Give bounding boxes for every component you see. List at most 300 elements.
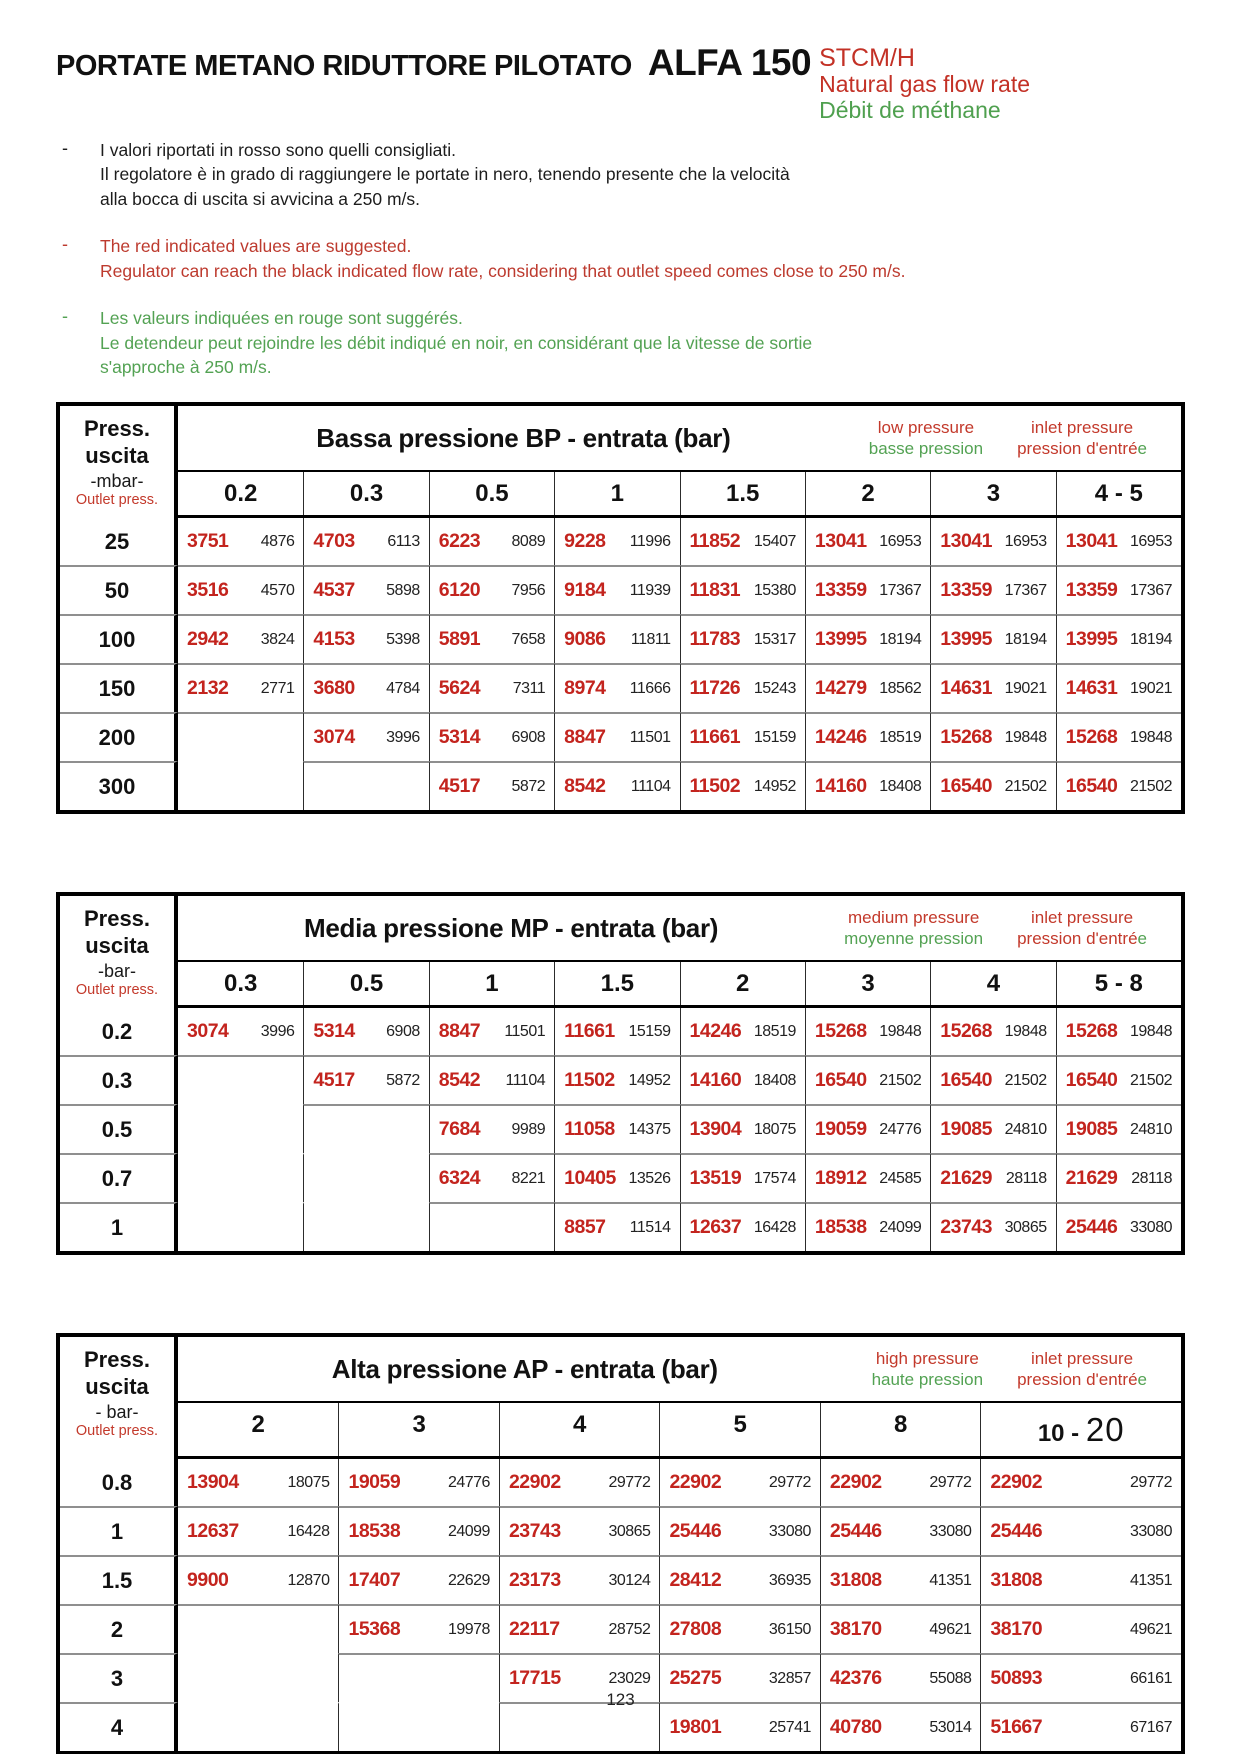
suggested-flow-value: 6223 [438,530,481,553]
max-flow-value: 30865 [608,1522,651,1540]
flow-rate-cell [980,1506,1181,1555]
suggested-flow-value: 9086 [564,628,606,651]
max-flow-value: 33080 [929,1522,972,1540]
max-flow-value: 3996 [260,1022,295,1040]
table-row [60,518,1181,565]
flow-rate-cell [178,663,303,712]
table-title-row [178,406,1181,472]
flow-rate-cell [680,1153,805,1202]
table-row [60,712,1181,761]
inlet-label-fr-suffix: e [1137,439,1147,459]
max-flow-value: 11104 [505,1071,546,1089]
max-flow-value: 49621 [1129,1620,1172,1638]
row-label: 1.5 [60,1555,178,1604]
max-flow-value: 18194 [879,630,922,648]
note-line: Le detendeur peut rejoindre les débit indiqué en noir, en considérant que la vitesse de sortie [100,332,813,353]
max-flow-value: 5898 [386,581,420,599]
row-label: 0.8 [60,1459,178,1506]
note-lines [100,306,812,381]
side-label: Press. [83,1347,151,1373]
suggested-flow-value: 3074 [313,726,355,749]
pressure-type-label [872,1348,984,1391]
max-flow-value: 19021 [1004,679,1047,697]
column-header: 3 [338,1403,498,1456]
suggested-flow-value: 25446 [990,1520,1043,1543]
flow-rate-cell [178,1008,303,1055]
suggested-flow-value: 14631 [1065,677,1118,700]
flow-rate-cell [820,1459,980,1506]
max-flow-value: 18562 [879,679,922,697]
empty-cell [178,1153,303,1202]
suggested-flow-value: 4537 [313,579,355,602]
flow-rate-cell [178,518,303,565]
pressure-label-fr: basse pression [868,439,984,459]
max-flow-value: 7311 [512,679,546,697]
suggested-flow-value: 3074 [187,1020,229,1043]
table-row [60,1604,1181,1653]
empty-cell [178,712,303,761]
flow-rate-cell [429,565,554,614]
flow-rate-cell [680,1104,805,1153]
suggested-flow-value: 14279 [814,677,867,700]
max-flow-value: 8089 [511,532,546,550]
empty-cell [303,761,428,810]
column-header: 4 [930,962,1055,1005]
suggested-flow-value: 19085 [940,1118,992,1141]
suggested-flow-value: 8857 [564,1216,606,1239]
max-flow-value: 4570 [260,581,295,599]
flow-rate-cell [805,761,930,810]
flow-rate-cell [805,663,930,712]
row-cells [178,1555,1181,1604]
flow-rate-cell [680,761,805,810]
max-flow-value: 66161 [1129,1669,1172,1687]
flow-rate-cell [805,1055,930,1104]
suggested-flow-value: 5314 [438,726,481,749]
row-label: 150 [60,663,178,712]
max-flow-value: 24810 [1004,1120,1047,1138]
max-flow-value: 29772 [929,1473,972,1491]
suggested-flow-value: 4153 [313,628,355,651]
flow-rate-cell [659,1555,819,1604]
max-flow-value: 16953 [1130,532,1172,550]
row-cells [178,1153,1181,1202]
suggested-flow-value: 22117 [508,1618,560,1641]
suggested-flow-value: 51667 [990,1716,1043,1739]
suggested-flow-value: 13519 [689,1167,742,1190]
max-flow-value: 9989 [511,1120,546,1138]
row-cells [178,565,1181,614]
empty-cell [303,1202,428,1251]
max-flow-value: 6908 [511,728,546,746]
empty-cell [429,1202,554,1251]
suggested-flow-value: 14160 [814,775,867,798]
suggested-flow-value: 18538 [814,1216,867,1239]
suggested-flow-value: 16540 [814,1069,867,1092]
flow-rate-cell [680,712,805,761]
flow-rate-cell [820,1604,980,1653]
side-label: Press. [83,416,151,442]
table-row [60,614,1181,663]
flow-rate-cell [805,614,930,663]
flow-rate-cell [499,1555,659,1604]
suggested-flow-value: 19085 [1065,1118,1118,1141]
suggested-flow-value: 3751 [187,530,229,553]
pressure-type-label [844,907,983,950]
row-cells [178,761,1181,810]
suggested-flow-value: 13359 [1065,579,1118,602]
row-cells [178,663,1181,712]
max-flow-value: 24099 [447,1522,490,1540]
table-row [60,1153,1181,1202]
max-flow-value: 33080 [1129,1522,1172,1540]
table-title-row [178,1337,1181,1403]
row-cells [178,1055,1181,1104]
max-flow-value: 24776 [447,1473,490,1491]
row-label: 0.7 [60,1153,178,1202]
table-header [60,896,1181,1008]
flow-rate-cell [680,565,805,614]
max-flow-value: 36935 [768,1571,811,1589]
max-flow-value: 55088 [929,1669,972,1687]
suggested-flow-value: 15368 [348,1618,401,1641]
column-header: 0.2 [224,480,258,508]
flow-rate-cell [338,1604,498,1653]
column-header: 0.3 [224,970,258,998]
flow-rate-cell [429,614,554,663]
side-label: uscita [85,932,149,958]
column-header: 5 - 8 [1056,962,1181,1005]
notes-list [56,138,1185,381]
flow-rate-cell [930,565,1055,614]
side-unit: -mbar- [90,471,144,492]
suggested-flow-value: 18912 [814,1167,867,1190]
suggested-flow-value: 14246 [689,1020,742,1043]
outlet-pressure-side-header [60,896,178,1008]
suggested-flow-value: 25275 [669,1667,722,1690]
suggested-flow-value: 28412 [669,1569,722,1592]
flow-rate-cell [930,1202,1055,1251]
max-flow-value: 15407 [753,532,796,550]
suggested-flow-value: 16540 [940,1069,992,1092]
suggested-flow-value: 13359 [814,579,867,602]
pressure-type-label [869,417,983,460]
flow-rate-cell [303,712,428,761]
suggested-flow-value: 22902 [508,1471,561,1494]
max-flow-value: 17367 [879,581,922,599]
inlet-label-fr: pression d'entré [1017,439,1138,459]
suggested-flow-value: 50893 [990,1667,1043,1690]
row-cells [178,1506,1181,1555]
note-line: Les valeurs indiquées en rouge sont suggérés. [100,307,463,328]
max-flow-value: 4876 [260,532,295,550]
flow-rate-cell [338,1506,498,1555]
empty-cell [178,1104,303,1153]
max-flow-value: 5872 [511,777,546,795]
suggested-flow-value: 5891 [438,628,481,651]
max-flow-value: 16953 [1004,532,1047,550]
inlet-pressure-label [1017,1348,1147,1391]
side-unit: - bar- [95,1402,139,1423]
page-header [56,42,1185,124]
column-header: 4 - 5 [1056,472,1181,515]
flow-rate-cell [805,712,930,761]
suggested-flow-value: 23743 [508,1520,561,1543]
table-row [60,1055,1181,1104]
flow-rate-unit-block [819,42,1030,124]
suggested-flow-value: 23743 [940,1216,992,1239]
max-flow-value: 16953 [879,532,922,550]
flow-rate-cell [1056,1008,1181,1055]
column-header: 2 [680,962,805,1005]
flow-rate-cell [499,1459,659,1506]
max-flow-value: 11811 [630,630,671,648]
flow-rate-cell [178,565,303,614]
flow-rate-cell [930,663,1055,712]
flow-rate-cell [930,614,1055,663]
suggested-flow-value: 21629 [1065,1167,1118,1190]
max-flow-value: 33080 [768,1522,811,1540]
max-flow-value: 3996 [386,728,420,746]
suggested-flow-value: 11502 [564,1069,615,1092]
suggested-flow-value: 13904 [187,1471,239,1494]
suggested-flow-value: 22902 [829,1471,882,1494]
suggested-flow-value: 38170 [990,1618,1043,1641]
flow-rate-cell [980,1555,1181,1604]
unit-label: STCM/H [819,44,915,72]
table-bassa-pressione-bp [56,402,1185,814]
suggested-flow-value: 25446 [829,1520,882,1543]
max-flow-value: 7658 [511,630,546,648]
empty-cell [178,761,303,810]
row-cells [178,614,1181,663]
flow-rate-cell [554,1008,679,1055]
flow-rate-cell [680,1055,805,1104]
max-flow-value: 24099 [879,1218,922,1236]
suggested-flow-value: 14246 [814,726,867,749]
table-header [60,1337,1181,1459]
table-row [60,761,1181,810]
suggested-flow-value: 7684 [438,1118,481,1141]
suggested-flow-value: 11726 [689,677,741,700]
suggested-flow-value: 15268 [940,1020,992,1043]
side-label: Press. [83,906,151,932]
suggested-flow-value: 31808 [990,1569,1043,1592]
flow-rate-cell [554,1104,679,1153]
flow-rate-cell [680,1202,805,1251]
flow-rate-cell [1056,565,1181,614]
pressure-label-en: medium pressure [847,908,980,927]
flow-rate-cell [1056,614,1181,663]
max-flow-value: 18075 [287,1473,330,1491]
column-header: 0.5 [303,962,428,1005]
max-flow-value: 19848 [1130,728,1172,746]
flow-rate-cell [554,1055,679,1104]
max-flow-value: 49621 [929,1620,972,1638]
column-header: 1.5 [680,472,805,515]
flow-rate-cell [805,1104,930,1153]
suggested-flow-value: 13904 [689,1118,742,1141]
column-header: 8 [820,1403,980,1456]
max-flow-value: 17574 [753,1169,796,1187]
flow-rate-cell [303,565,428,614]
suggested-flow-value: 12637 [187,1520,239,1543]
flow-rate-cell [178,1459,338,1506]
column-header: 0.3 [303,472,428,515]
inlet-label-en: inlet pressure [1031,1349,1134,1368]
flow-rate-cell [338,1459,498,1506]
suggested-flow-value: 9184 [564,579,606,602]
flow-rate-cell [805,1153,930,1202]
max-flow-value: 15243 [753,679,796,697]
flow-rate-cell [805,1202,930,1251]
suggested-flow-value: 22902 [669,1471,722,1494]
outlet-pressure-side-header [60,1337,178,1459]
inlet-label-fr: pression d'entré [1017,1370,1138,1390]
table-row [60,565,1181,614]
suggested-flow-value: 11502 [689,775,741,798]
flow-rate-cell [930,1153,1055,1202]
max-flow-value: 16428 [287,1522,330,1540]
flow-rate-cell [930,761,1055,810]
suggested-flow-value: 17715 [508,1667,561,1690]
max-flow-value: 18194 [1004,630,1047,648]
row-label: 3 [60,1653,178,1702]
table-body [60,1008,1181,1251]
side-outlet-label: Outlet press. [75,1423,159,1440]
max-flow-value: 41351 [1129,1571,1172,1589]
row-label: 1 [60,1202,178,1251]
table-title-row [178,896,1181,962]
row-label: 50 [60,565,178,614]
max-flow-value: 11514 [629,1218,671,1236]
max-flow-value: 6113 [387,532,420,550]
flow-rate-cell [429,663,554,712]
suggested-flow-value: 13995 [814,628,867,651]
inlet-label-fr-suffix: e [1137,1370,1147,1390]
row-cells [178,1202,1181,1251]
max-flow-value: 21502 [1004,777,1047,795]
max-flow-value: 19848 [879,1022,922,1040]
table-row [60,1202,1181,1251]
row-label: 4 [60,1702,178,1751]
max-flow-value: 19848 [1004,1022,1047,1040]
table-title: Alta pressione AP - entrata (bar) [331,1353,718,1384]
suggested-flow-value: 11783 [689,628,741,651]
max-flow-value: 18408 [879,777,922,795]
max-flow-value: 15317 [753,630,796,648]
max-flow-value: 21502 [879,1071,922,1089]
suggested-flow-value: 15268 [814,1020,867,1043]
flow-rate-cell [303,663,428,712]
flow-rate-cell [1056,1104,1181,1153]
max-flow-value: 29772 [768,1473,811,1491]
flow-rate-cell [680,518,805,565]
column-header-text: 10 - [1037,1420,1086,1448]
suggested-flow-value: 11831 [689,579,741,602]
flow-rate-cell [554,1202,679,1251]
row-cells [178,712,1181,761]
empty-cell [178,1202,303,1251]
flow-rate-cell [1056,761,1181,810]
table-row [60,663,1181,712]
flow-rate-cell [1056,1202,1181,1251]
flow-rate-cell [303,1008,428,1055]
suggested-flow-value: 15268 [1065,726,1118,749]
suggested-flow-value: 11852 [689,530,741,553]
max-flow-value: 53014 [929,1718,972,1736]
suggested-flow-value: 23173 [508,1569,561,1592]
side-outlet-label: Outlet press. [75,492,159,509]
max-flow-value: 11666 [629,679,671,697]
pressure-label-en: high pressure [875,1349,979,1368]
column-header: 0.5 [429,472,554,515]
flow-rate-cell [554,518,679,565]
flow-rate-cell [178,614,303,663]
row-label: 0.3 [60,1055,178,1104]
suggested-flow-value: 9228 [564,530,606,553]
title-model: ALFA 150 [647,42,812,83]
row-label: 0.2 [60,1008,178,1055]
max-flow-value: 21502 [1130,777,1172,795]
row-label: 25 [60,518,178,565]
suggested-flow-value: 13041 [1065,530,1118,553]
flow-rate-cell [805,1008,930,1055]
suggested-flow-value: 8847 [438,1020,481,1043]
max-flow-value: 15159 [753,728,796,746]
note-line: alla bocca di uscita si avvicina a 250 m/s. [100,189,421,210]
max-flow-value: 24585 [879,1169,922,1187]
empty-cell [178,1055,303,1104]
column-headers [178,472,1181,518]
max-flow-value: 2771 [260,679,295,697]
flow-rate-cell [178,1506,338,1555]
row-cells [178,1104,1181,1153]
suggested-flow-value: 11058 [564,1118,615,1141]
max-flow-value: 11939 [629,581,671,599]
flow-rate-cell [930,1008,1055,1055]
inlet-label-en: inlet pressure [1031,418,1134,437]
flow-rate-cell [178,1555,338,1604]
suggested-flow-value: 15268 [1065,1020,1118,1043]
side-label: uscita [85,1373,149,1399]
max-flow-value: 25741 [768,1718,811,1736]
suggested-flow-value: 13995 [940,628,992,651]
max-flow-value: 4784 [386,679,420,697]
suggested-flow-value: 8847 [564,726,606,749]
max-flow-value: 21502 [1004,1071,1047,1089]
max-flow-value: 15380 [753,581,796,599]
max-flow-value: 67167 [1129,1718,1172,1736]
flow-rate-cell [680,663,805,712]
flow-rate-cell [1056,1055,1181,1104]
suggested-flow-value: 25446 [1065,1216,1118,1239]
max-flow-value: 29772 [608,1473,651,1491]
flow-rate-cell [659,1506,819,1555]
flow-rate-cell [820,1555,980,1604]
suggested-flow-value: 14631 [940,677,992,700]
page-title [56,42,811,84]
flow-rate-cell [554,565,679,614]
suggested-flow-value: 3680 [313,677,355,700]
row-label: 200 [60,712,178,761]
column-header: 1 [429,962,554,1005]
suggested-flow-value: 16540 [1065,1069,1118,1092]
max-flow-value: 11996 [629,532,671,550]
table-row [60,1104,1181,1153]
flow-rate-cell [1056,1153,1181,1202]
suggested-flow-value: 19059 [814,1118,867,1141]
